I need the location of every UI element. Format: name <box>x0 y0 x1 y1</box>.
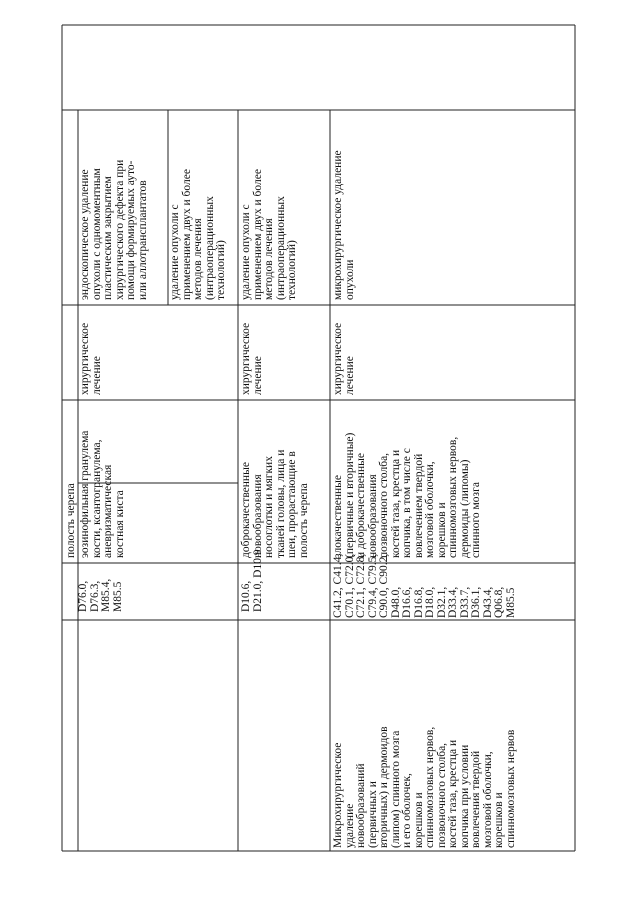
diagnosis-text: шеи, прорастающие в <box>286 451 298 558</box>
name-text: корешков и <box>412 792 425 848</box>
code-text: C41.2, C41.4, <box>332 553 344 618</box>
code-text: D16.6, <box>401 586 413 618</box>
method-text: или аллотрансплантатов <box>136 180 149 300</box>
diagnosis-text: копчика, в том числе с <box>401 448 413 558</box>
method-text: опухоли с одномоментным <box>90 168 103 300</box>
code-text: D48.0, <box>389 586 402 618</box>
diagnosis-text: тканей головы, лица и <box>274 449 287 558</box>
method-text: удаление опухоли с <box>240 204 252 300</box>
name-text: костей таза, крестца и <box>447 739 459 848</box>
diagnosis-text: позвоночного столба, <box>378 452 390 558</box>
treatment-text: лечение <box>90 356 103 395</box>
diagnosis-text: дермоиды (липомы) <box>458 459 471 558</box>
diagnosis-text: мозговой оболочки, <box>424 461 436 558</box>
diagnosis-cell-row2 <box>241 450 310 558</box>
method-text: технологий) <box>286 240 298 300</box>
diagnosis-text: вовлечением твердой <box>412 453 425 558</box>
method-text: методов лечения <box>263 218 275 300</box>
diagnosis-text: костей таза, крестца и <box>389 449 402 558</box>
code-text: C72.1, C72.8, <box>355 553 367 618</box>
diagnosis-text: злокачественные <box>332 475 344 558</box>
method-text: пластическим закрытием <box>102 176 114 300</box>
method-text: методов лечения <box>192 218 204 300</box>
name-text: копчика при условии <box>458 744 471 848</box>
diagnosis-text: полость черепа <box>65 483 77 558</box>
treatment-cell-row2 <box>241 323 264 395</box>
method-text: (интраоперационных <box>203 196 216 300</box>
diagnosis-text: новообразования <box>251 474 264 558</box>
treatment-text: лечение <box>251 356 264 395</box>
name-text: (липом) спинного мозга <box>389 730 402 848</box>
code-text: M85.5 <box>111 581 124 612</box>
treatment-cell-row1 <box>80 323 103 395</box>
diagnosis-text: доброкачественные <box>240 462 252 558</box>
treatment-text: хирургическое <box>79 322 91 395</box>
diagnosis-text: и доброкачественные <box>355 453 367 558</box>
code-text: D32.1, <box>435 586 448 618</box>
name-text: вовлечения твердой <box>470 750 482 848</box>
name-text: Микрохирургическое <box>332 742 344 848</box>
treatment-text: хирургическое <box>332 322 344 395</box>
method-text: эндоскопическое удаление <box>79 169 91 300</box>
diagnosis-text: полость черепа <box>297 483 310 558</box>
name-text: (первичных и <box>366 781 379 848</box>
code-text: C70.1, C72.0, <box>343 553 356 618</box>
method-text: микрохирургическое удаление <box>332 150 344 300</box>
method-text: (интраоперационных <box>274 196 287 300</box>
name-text: мозговой оболочки, <box>481 751 494 848</box>
method-text: опухоли <box>343 259 356 300</box>
method-text: применением двух и более <box>251 169 264 300</box>
code-text: D33.7, <box>458 586 471 618</box>
name-text: и его оболочек, <box>401 773 413 848</box>
codes-cell-row2 <box>241 549 264 612</box>
diagnosis-cell-row1 <box>80 431 126 558</box>
code-text: D76.3, <box>88 580 101 612</box>
diagnosis-text: спинномозговых нервов, <box>447 436 459 558</box>
code-text: M85.5 <box>504 587 517 618</box>
name-cell-row3 <box>333 726 517 848</box>
diagnosis-text: корешков и <box>435 502 448 558</box>
treatment-cell-row3 <box>333 323 356 395</box>
code-text: D10.6, <box>240 580 252 612</box>
name-text: спинномозговых нервов, <box>424 726 436 848</box>
code-text: D16.8, <box>412 586 425 618</box>
code-text: M85.4, <box>100 578 112 612</box>
treatment-text: лечение <box>343 356 356 395</box>
name-text: удаление <box>343 803 356 848</box>
diagnosis-top-cell-row1 <box>66 483 78 558</box>
method-cell-row1a <box>80 160 149 300</box>
diagnosis-text: носоглотки и мягких <box>263 456 275 558</box>
code-text: C90.0, C90.2, <box>378 553 390 618</box>
method-text: хирургического дефекта при <box>113 159 126 300</box>
method-text: применением двух и более <box>180 169 193 300</box>
treatment-text: хирургическое <box>240 322 252 395</box>
method-text: помощи формируемых ауто- <box>125 160 137 300</box>
method-text: удаление опухоли с <box>169 204 181 300</box>
method-cell-row1b <box>170 169 228 300</box>
code-text: D18.0, <box>424 586 436 618</box>
method-cell-row3 <box>333 150 356 300</box>
code-text: D76.0, <box>77 580 89 612</box>
name-text: вторичных) и дермоидов <box>378 726 390 848</box>
code-text: D36.1, <box>470 586 482 618</box>
method-text: технологий) <box>215 240 227 300</box>
method-cell-row2 <box>241 169 299 300</box>
code-text: Q06.8, <box>493 586 505 618</box>
diagnosis-text: кости, ксантогранулема, <box>90 439 103 558</box>
diagnosis-text: эозинофильная гранулема <box>79 430 91 558</box>
diagnosis-text: (первичные и вторичные) <box>343 432 356 558</box>
code-text: D33.4, <box>447 586 459 618</box>
codes-cell-row3 <box>333 554 517 618</box>
code-text: C79.4, C79.5, <box>366 553 379 618</box>
name-text: новообразований <box>355 763 367 848</box>
code-text: D43.4, <box>481 586 494 618</box>
name-text: корешков и <box>493 792 505 848</box>
diagnosis-cell-row3 <box>333 433 483 558</box>
name-text: позвоночного столба, <box>435 742 448 848</box>
code-text: D21.0, D10.9 <box>251 549 264 612</box>
diagnosis-text: новообразования <box>366 474 379 558</box>
diagnosis-text: аневризматическая <box>102 464 114 558</box>
codes-cell-row1 <box>78 579 124 612</box>
diagnosis-text: костная киста <box>113 490 126 558</box>
name-text: спинномозговых нервов <box>504 729 517 848</box>
diagnosis-text: спинного мозга <box>470 482 482 558</box>
